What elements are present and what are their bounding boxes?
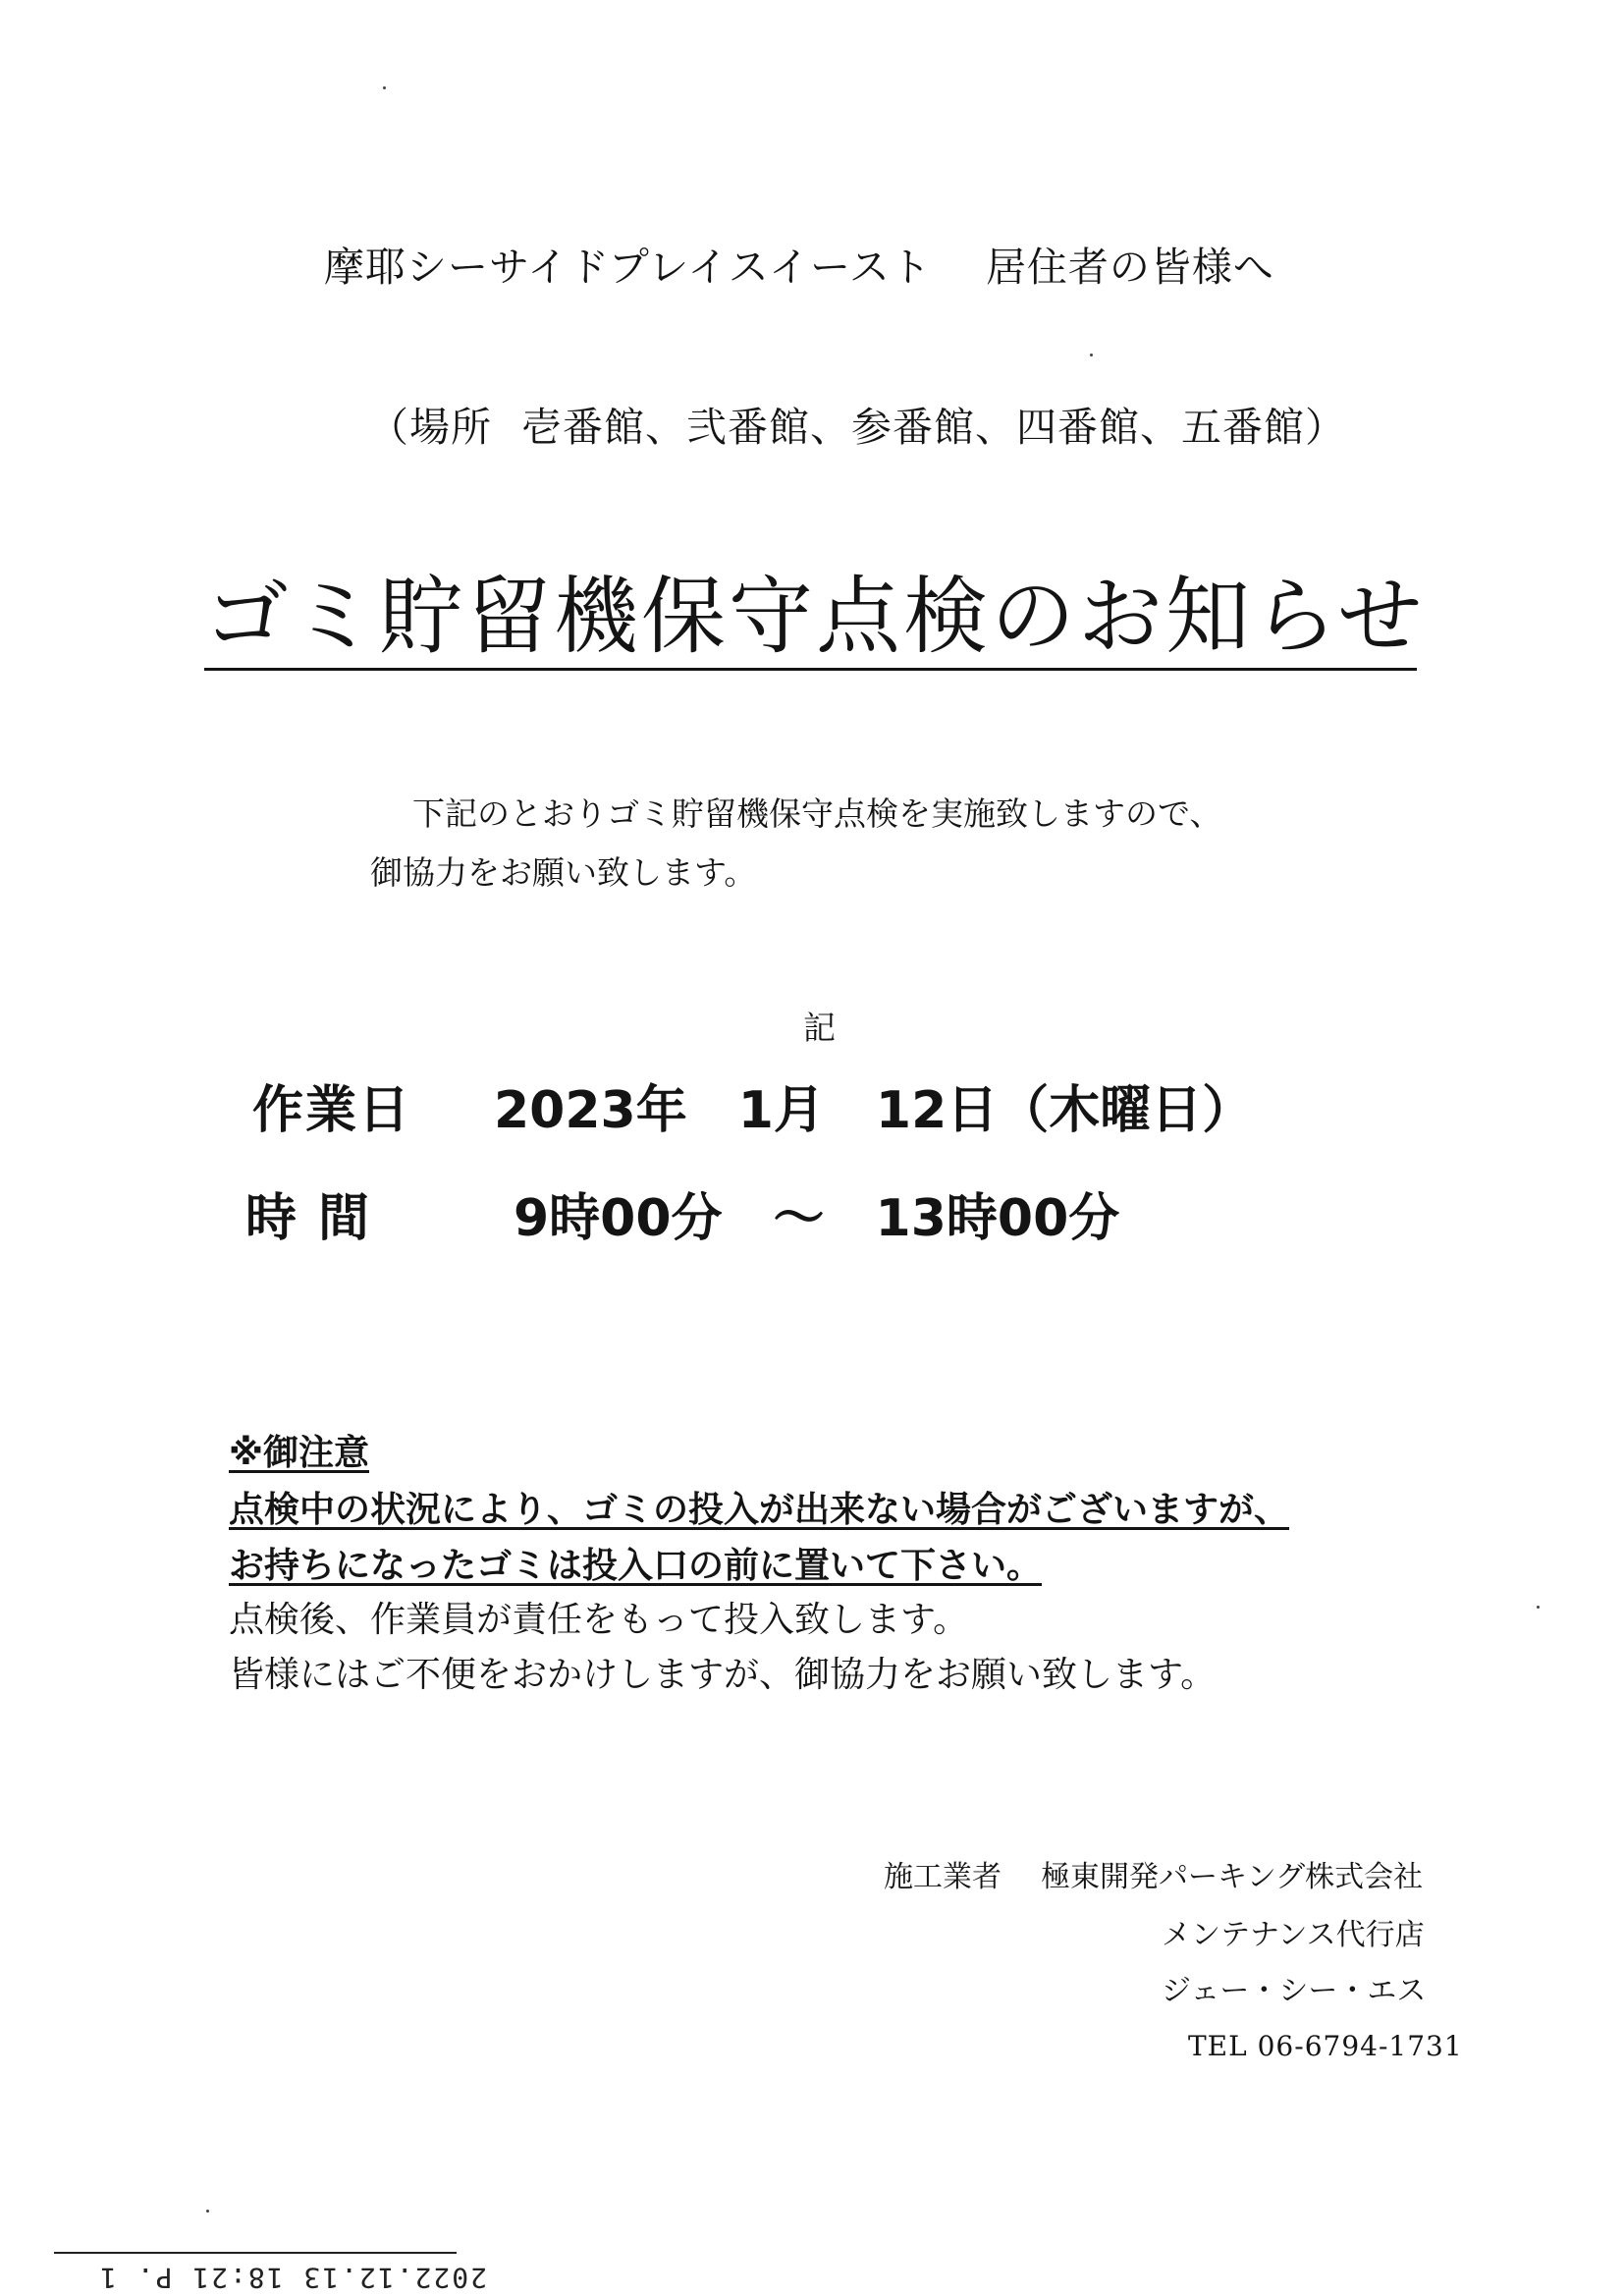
- title-underline: [204, 668, 1417, 671]
- location-buildings: 壱番館、弐番館、参番館、四番館、五番館）: [521, 404, 1346, 451]
- greeting-line: [324, 244, 1274, 291]
- scan-speck: [1537, 1606, 1540, 1609]
- work-date-label: 作業日: [252, 1081, 412, 1140]
- contractor-name: 極東開発パーキング株式会社: [1041, 1860, 1424, 1894]
- scan-speck: [206, 2210, 209, 2213]
- work-date-value: 2023年 1月 12日（木曜日）: [494, 1081, 1254, 1140]
- fax-separator: [54, 2252, 457, 2254]
- work-time-value: 9時00分 ～ 13時00分: [514, 1189, 1120, 1248]
- caution-line-1: 点検中の状況により、ゴミの投入が出来ない場合がございますが、: [229, 1490, 1290, 1530]
- caution-line-2: お持ちになったゴミは投入口の前に置いて下さい。: [229, 1546, 1043, 1586]
- location-label: （場所: [368, 404, 492, 451]
- scan-speck: [383, 86, 386, 89]
- fax-header: 2022.12.13 18:21 P. 1: [98, 2262, 488, 2294]
- contractor-line: [884, 1860, 1424, 1894]
- agent-line: メンテナンス代行店: [1162, 1918, 1425, 1952]
- scan-speck: [1090, 354, 1093, 356]
- contractor-label: 施工業者: [884, 1860, 1001, 1894]
- caution-line-3: 点検後、作業員が責任をもって投入致します。: [229, 1600, 969, 1640]
- caution-title: ※御注意: [229, 1433, 369, 1473]
- location-line: [368, 404, 1346, 451]
- building-name: 摩耶シーサイドプレイスイースト: [324, 244, 932, 291]
- notice-title: ゴミ貯留機保守点検のお知らせ: [204, 568, 1426, 666]
- addressee: 居住者の皆様へ: [985, 244, 1274, 291]
- company-line: ジェー・シー・エス: [1162, 1974, 1427, 2008]
- intro-line-1: 下記のとおりゴミ貯留機保守点検を実施致しますので、: [412, 794, 1222, 833]
- caution-line-4: 皆様にはご不便をおかけしますが、御協力をお願い致します。: [229, 1655, 1217, 1695]
- work-time-label: 時間: [245, 1189, 392, 1248]
- intro-line-2: 御協力をお願い致します。: [370, 853, 757, 892]
- ki-mark: 記: [803, 1009, 836, 1047]
- tel-line: TEL 06-6794-1731: [1188, 2030, 1463, 2062]
